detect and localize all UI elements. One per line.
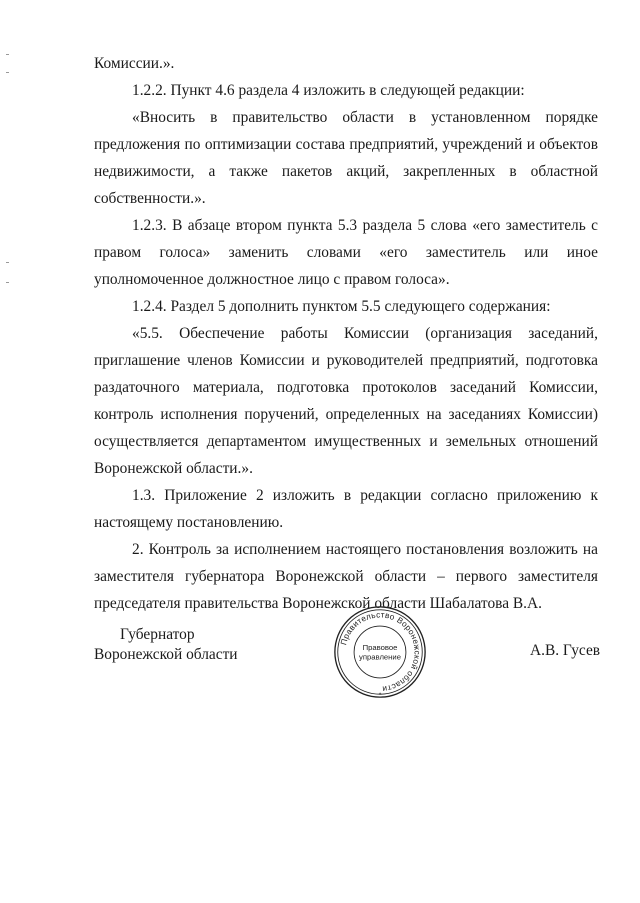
margin-mark bbox=[6, 54, 9, 55]
text-line: приглашение членов Комиссии и руководителей предприятий, подготовка bbox=[94, 352, 598, 369]
text-line: раздаточного материала, подготовка протоколов заседаний Комиссии, bbox=[94, 379, 598, 396]
text-line: правом голоса» заменить словами «его заместитель или иное bbox=[94, 244, 598, 261]
signatory-name: А.В. Гусев bbox=[530, 642, 601, 659]
text-line: 1.2.2. Пункт 4.6 раздела 4 изложить в следующей редакции: bbox=[132, 82, 525, 99]
margin-mark bbox=[6, 282, 9, 283]
text-line: «Вносить в правительство области в установленном порядке bbox=[132, 109, 598, 126]
signatory-title-line: Воронежской области bbox=[94, 646, 238, 663]
official-stamp bbox=[332, 604, 428, 700]
text-line: настоящему постановлению. bbox=[94, 514, 284, 531]
text-line: 1.3. Приложение 2 изложить в редакции согласно приложению к bbox=[132, 487, 598, 504]
text-line: недвижимости, а также пакетов акций, закрепленных в областной bbox=[94, 163, 598, 180]
stamp-ring-text: Правительство Воронежской области bbox=[339, 610, 422, 694]
body-text bbox=[94, 50, 598, 617]
text-line: уполномоченное должностное лицо с правом голоса». bbox=[94, 271, 450, 288]
stamp-center-line: управление bbox=[359, 652, 401, 662]
text-line: заместителя губернатора Воронежской области – первого заместителя bbox=[94, 568, 598, 585]
text-line: 2. Контроль за исполнением настоящего постановления возложить на bbox=[132, 541, 598, 558]
text-line: 1.2.3. В абзаце втором пункта 5.3 раздела 5 слова «его заместитель с bbox=[132, 217, 598, 234]
margin-mark bbox=[6, 72, 9, 73]
text-line: «5.5. Обеспечение работы Комиссии (организация заседаний, bbox=[132, 325, 598, 342]
stamp-center-line: Правовое bbox=[362, 643, 398, 653]
text-line: осуществляется департаментом имущественных и земельных отношений bbox=[94, 433, 598, 450]
text-line: собственности.». bbox=[94, 190, 206, 207]
signatory-title bbox=[94, 625, 238, 665]
text-line: 1.2.4. Раздел 5 дополнить пунктом 5.5 следующего содержания: bbox=[132, 298, 551, 315]
stamp-star-icon: * bbox=[378, 692, 382, 700]
text-line: предложения по оптимизации состава предприятий, учреждений и объектов bbox=[94, 136, 598, 153]
text-line: председателя правительства Воронежской области Шабалатова В.А. bbox=[94, 595, 542, 612]
text-line: контроль исполнения поручений, определенных на заседаниях Комиссии) bbox=[94, 406, 598, 423]
signatory-title-line: Губернатор bbox=[120, 626, 195, 643]
margin-mark bbox=[6, 262, 9, 263]
text-line: Комиссии.». bbox=[94, 55, 175, 72]
text-line: Воронежской области.». bbox=[94, 460, 253, 477]
